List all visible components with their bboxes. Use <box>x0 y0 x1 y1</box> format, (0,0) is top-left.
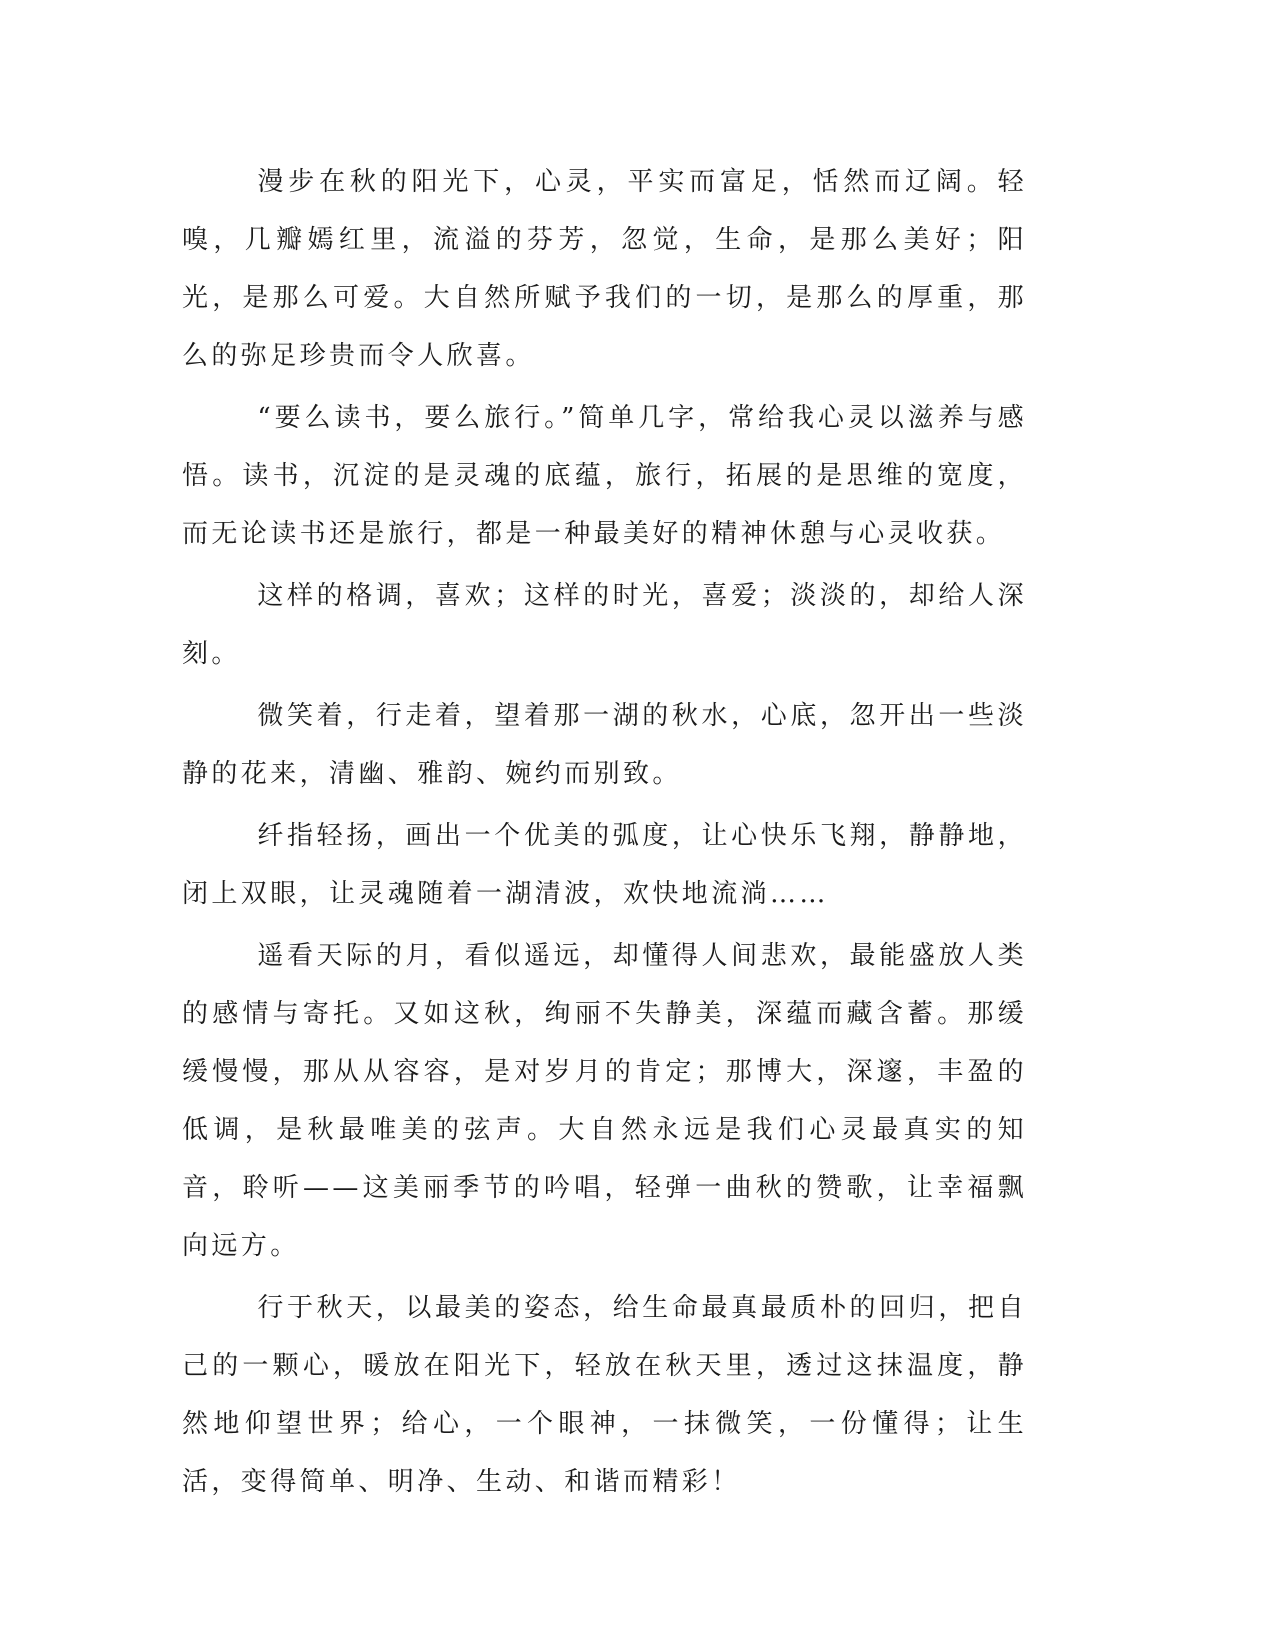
paragraph-1: 漫步在秋的阳光下，心灵，平实而富足，恬然而辽阔。轻嗅，几瓣嫣红里，流溢的芬芳，忽觉，生命，是那么美好；阳光，是那么可爱。大自然所赋予我们的一切，是那么的厚重，那么的弥足珍贵而令人欣喜。 <box>182 167 1027 371</box>
document-body <box>182 153 1027 1515</box>
paragraph-3: 这样的格调，喜欢；这样的时光，喜爱；淡淡的，却给人深刻。 <box>182 581 1027 669</box>
paragraph-2: “要么读书，要么旅行。”简单几字，常给我心灵以滋养与感悟。读书，沉淀的是灵魂的底蕴，旅行，拓展的是思维的宽度，而无论读书还是旅行，都是一种最美好的精神休憩与心灵收获。 <box>182 403 1027 549</box>
paragraph-7: 行于秋天，以最美的姿态，给生命最真最质朴的回归，把自己的一颗心，暖放在阳光下，轻放在秋天里，透过这抹温度，静然地仰望世界；给心，一个眼神，一抹微笑，一份懂得；让生活，变得简单、明净、生动、和谐而精彩！ <box>182 1293 1027 1497</box>
paragraph-5: 纤指轻扬，画出一个优美的弧度，让心快乐飞翔，静静地，闭上双眼，让灵魂随着一湖清波，欢快地流淌…… <box>182 821 1027 909</box>
paragraph-4: 微笑着，行走着，望着那一湖的秋水，心底，忽开出一些淡静的花来，清幽、雅韵、婉约而别致。 <box>182 701 1027 789</box>
paragraph-6: 遥看天际的月，看似遥远，却懂得人间悲欢，最能盛放人类的感情与寄托。又如这秋，绚丽不失静美，深蕴而藏含蓄。那缓缓慢慢，那从从容容，是对岁月的肯定；那博大，深邃，丰盈的低调，是秋最唯美的弦声。大自然永远是我们心灵最真实的知音，聆听——这美丽季节的吟唱，轻弹一曲秋的赞歌，让幸福飘向远方。 <box>182 941 1027 1261</box>
